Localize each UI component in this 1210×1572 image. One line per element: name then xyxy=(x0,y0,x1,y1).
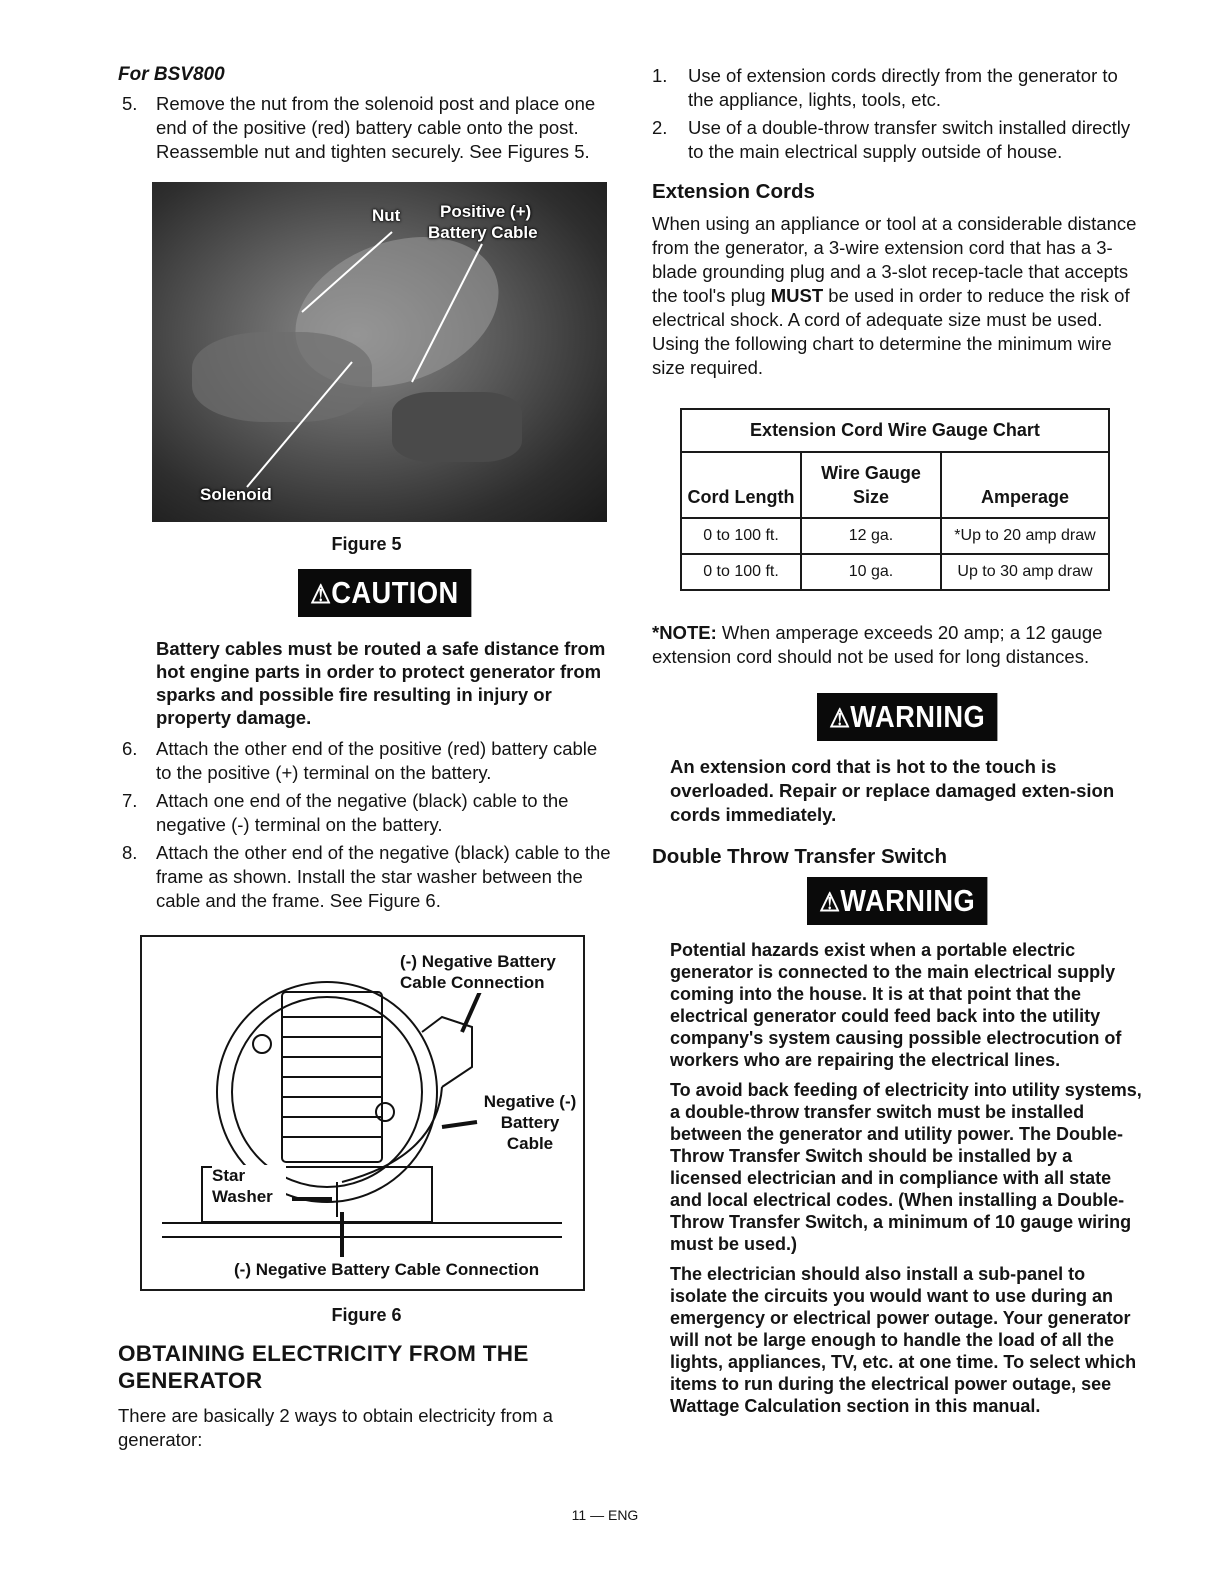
step-list xyxy=(118,737,615,913)
step-item xyxy=(118,789,615,837)
figure-6-label-negative: Negative (-) Battery Cable xyxy=(483,1092,577,1153)
table-header: Amperage xyxy=(941,452,1109,518)
warning-banner-1 xyxy=(817,693,998,741)
double-throw-heading: Double Throw Transfer Switch xyxy=(652,845,948,868)
table-cell: 0 to 100 ft. xyxy=(681,518,801,554)
figure-6-label-star-washer: Star Washer xyxy=(212,1165,286,1207)
figure-6-label-top: (-) Negative Battery Cable Connection xyxy=(400,951,580,993)
step-text: Attach the other end of the negative (black) cable to the frame as shown. Install the star washer between the cable and the frame. See Figure 6. xyxy=(156,842,611,911)
note-text: When amperage exceeds 20 amp; a 12 gauge extension cord should not be used for long distances. xyxy=(652,622,1103,667)
warning-2-para-2: To avoid back feeding of electricity into utility systems, a double-throw transfer switch must be installed between the generator and utility power. The Double-Throw Transfer Switch should be installed by a licensed electrician and in compliance with all state and local electrical codes. (When installing a Double-Throw Transfer Switch, a minimum of 10 gauge wiring must be used.) xyxy=(670,1080,1142,1254)
table-cell: Up to 30 amp draw xyxy=(941,554,1109,590)
warning-2-para-1: Potential hazards exist when a portable electric generator is connected to the main electrical supply coming into the house. It is at that point that the electrical generator could feed back into the utility company's system causing possible electrocution of workers who are repairing the electrical lines. xyxy=(670,940,1122,1070)
method-text: Use of extension cords directly from the generator to the appliance, lights, tools, etc. xyxy=(688,65,1118,110)
figure-5-caption: Figure 5 xyxy=(331,534,402,554)
table-row xyxy=(681,518,1109,554)
table-row xyxy=(681,554,1109,590)
table-header: Cord Length xyxy=(681,452,801,518)
table-cell: 12 ga. xyxy=(801,518,941,554)
warning-banner-2-wrap xyxy=(652,877,1147,925)
step-item xyxy=(118,841,615,913)
figure-5-label-battery-cable: Battery Cable xyxy=(428,223,538,242)
model-subheading: For BSV800 xyxy=(118,64,225,85)
step-number: 5. xyxy=(122,93,138,114)
extension-cords-heading: Extension Cords xyxy=(652,180,815,203)
amperage-note xyxy=(652,621,1147,669)
step-text: Attach one end of the negative (black) cable to the negative (-) terminal on the battery. xyxy=(156,790,569,835)
page-footer: 11 — ENG xyxy=(571,1507,639,1523)
figure-6-drawing xyxy=(140,935,585,1291)
table-cell: 0 to 100 ft. xyxy=(681,554,801,590)
wire-gauge-table xyxy=(680,408,1110,591)
step-number: 6. xyxy=(122,738,138,759)
caution-text: Battery cables must be routed a safe distance from hot engine parts in order to protect generator from sparks and possible fire resulting in injury or property damage. xyxy=(156,638,606,728)
extension-para-must: MUST xyxy=(770,285,824,306)
step-list-top xyxy=(118,92,615,164)
warning-banner-2 xyxy=(807,877,988,925)
method-number: 2. xyxy=(652,117,668,138)
note-label: *NOTE: xyxy=(652,622,717,643)
table-title: Extension Cord Wire Gauge Chart xyxy=(681,409,1109,452)
step-number: 8. xyxy=(122,842,138,863)
caution-banner-wrap xyxy=(118,569,615,617)
method-item xyxy=(652,116,1147,164)
table-cell: *Up to 20 amp draw xyxy=(941,518,1109,554)
figure-6-label-bottom: (-) Negative Battery Cable Connection xyxy=(234,1260,540,1279)
figure-5-label-solenoid: Solenoid xyxy=(200,485,272,504)
figure-5-label-nut: Nut xyxy=(372,206,401,225)
table-header: Wire Gauge Size xyxy=(801,452,941,518)
caution-label: CAUTION xyxy=(331,575,459,610)
method-list xyxy=(652,64,1147,164)
section-title: OBTAINING ELECTRICITY FROM THE GENERATOR xyxy=(118,1341,529,1393)
caution-banner xyxy=(298,569,471,617)
method-number: 1. xyxy=(652,65,668,86)
warning-2-para-3: The electrician should also install a sub-panel to isolate the circuits you would want to use during an emergency or electrical power outage. Your generator will not be large enough to handle the load of all the lights, appliances, TV, etc. at one time. To select which items to run during the electrical power outage, see Wattage Calculation section in this manual. xyxy=(670,1264,1137,1416)
figure-5-photo xyxy=(152,182,607,522)
step-number: 7. xyxy=(122,790,138,811)
warning-triangle-icon: ⚠ xyxy=(819,887,841,917)
step-text: Attach the other end of the positive (red) battery cable to the positive (+) terminal on the battery. xyxy=(156,738,598,783)
extension-cords-paragraph xyxy=(652,212,1147,380)
left-column xyxy=(118,64,615,1452)
figure-6-caption: Figure 6 xyxy=(331,1305,402,1325)
method-item xyxy=(652,64,1147,112)
section-intro: There are basically 2 ways to obtain electricity from a generator: xyxy=(118,1405,553,1450)
figure-5-label-positive: Positive (+) xyxy=(440,202,532,221)
warning-banner-1-wrap xyxy=(652,693,1147,741)
warning-label: WARNING xyxy=(850,699,986,734)
step-text: Remove the nut from the solenoid post and place one end of the positive (red) battery cable onto the post. Reassemble nut and tighten securely. See Figures 5. xyxy=(156,93,596,162)
step-item xyxy=(118,737,615,785)
warning-triangle-icon: ⚠ xyxy=(829,703,851,733)
extension-para-part-a: When using an appliance or tool at a considerable distance from the generator, a 3-wire extension cord that has a 3-blade grounding plug and a 3-slot recep-tacle that accepts the tool's plug xyxy=(652,213,1137,306)
warning-label: WARNING xyxy=(840,883,976,918)
warning-1-text: An extension cord that is hot to the touch is overloaded. Repair or replace damaged exten-sion cords immediately. xyxy=(670,756,1115,825)
step-item xyxy=(118,92,615,164)
extension-para-part-b: be used in order to reduce the risk of electrical shock. A cord of adequate size must be used. Using the following chart to determine the minimum wire size required. xyxy=(652,285,1130,378)
table-cell: 10 ga. xyxy=(801,554,941,590)
right-column xyxy=(652,64,1147,1417)
caution-triangle-icon: ⚠ xyxy=(310,579,332,609)
warning-2-body xyxy=(670,939,1144,1417)
method-text: Use of a double-throw transfer switch installed directly to the main electrical supply outside of house. xyxy=(688,117,1131,162)
